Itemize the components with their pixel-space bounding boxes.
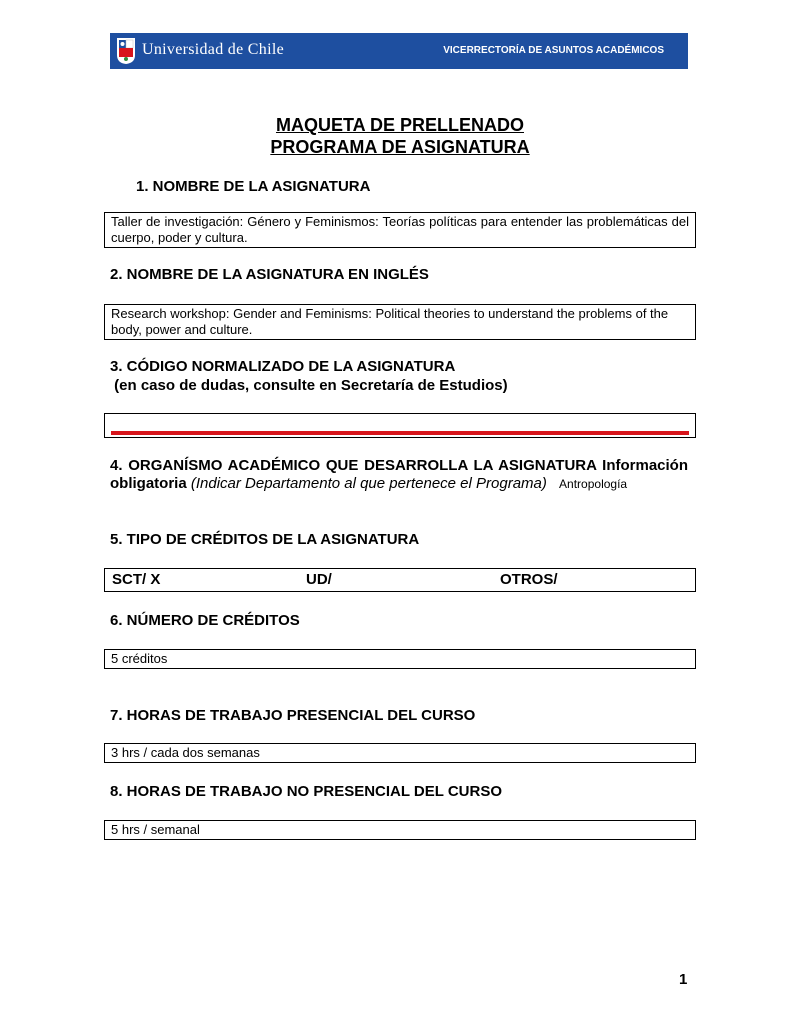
section2-heading: 2. NOMBRE DE LA ASIGNATURA EN INGLÉS	[110, 266, 429, 283]
university-name: Universidad de Chile	[142, 41, 284, 58]
section6-field[interactable]: 5 créditos	[104, 649, 696, 669]
section7-heading: 7. HORAS DE TRABAJO PRESENCIAL DEL CURSO	[110, 707, 476, 724]
section4-value: Antropología	[559, 477, 628, 491]
section5-field[interactable]	[104, 568, 696, 592]
credit-option-otros[interactable]: OTROS/	[500, 571, 558, 588]
section5-heading: 5. TIPO DE CRÉDITOS DE LA ASIGNATURA	[110, 531, 420, 548]
section8-field[interactable]: 5 hrs / semanal	[104, 820, 696, 840]
credit-option-ud[interactable]: UD/	[306, 571, 332, 588]
section1-field[interactable]: Taller de investigación: Género y Feminismos: Teorías políticas para entender las problemáticas del cuerpo, poder y cultura.	[104, 212, 696, 248]
header-banner	[110, 33, 688, 69]
university-seal-icon	[116, 37, 136, 65]
section8-heading: 8. HORAS DE TRABAJO NO PRESENCIAL DEL CURSO	[110, 783, 502, 800]
vicerrectoria-label: VICERRECTORÍA DE ASUNTOS ACADÉMICOS	[443, 45, 664, 56]
section4-heading: 4. ORGANÍSMO ACADÉMICO QUE DESARROLLA LA ASIGNATURA Información obligatoria	[110, 457, 688, 492]
section1-heading: 1. NOMBRE DE LA ASIGNATURA	[136, 178, 371, 195]
page-number: 1	[679, 971, 688, 988]
section3-field[interactable]	[104, 413, 696, 438]
document-title-line1: MAQUETA DE PRELLENADO	[275, 115, 524, 135]
section4-instruction: (Indicar Departamento al que pertenece el Programa)	[190, 475, 547, 492]
section7-field[interactable]: 3 hrs / cada dos semanas	[104, 743, 696, 763]
section4-paragraph	[110, 457, 688, 493]
section3-heading: 3. CÓDIGO NORMALIZADO DE LA ASIGNATURA	[110, 358, 456, 375]
red-underline	[111, 431, 689, 435]
credit-option-sct[interactable]: SCT/ X	[112, 571, 161, 588]
document-title-line2: PROGRAMA DE ASIGNATURA	[270, 137, 530, 157]
section3-subheading: (en caso de dudas, consulte en Secretaría de Estudios)	[110, 377, 508, 394]
section2-field[interactable]: Research workshop: Gender and Feminisms: Political theories to understand the problems of the body, power and culture.	[104, 304, 696, 340]
section6-heading: 6. NÚMERO DE CRÉDITOS	[110, 612, 300, 629]
